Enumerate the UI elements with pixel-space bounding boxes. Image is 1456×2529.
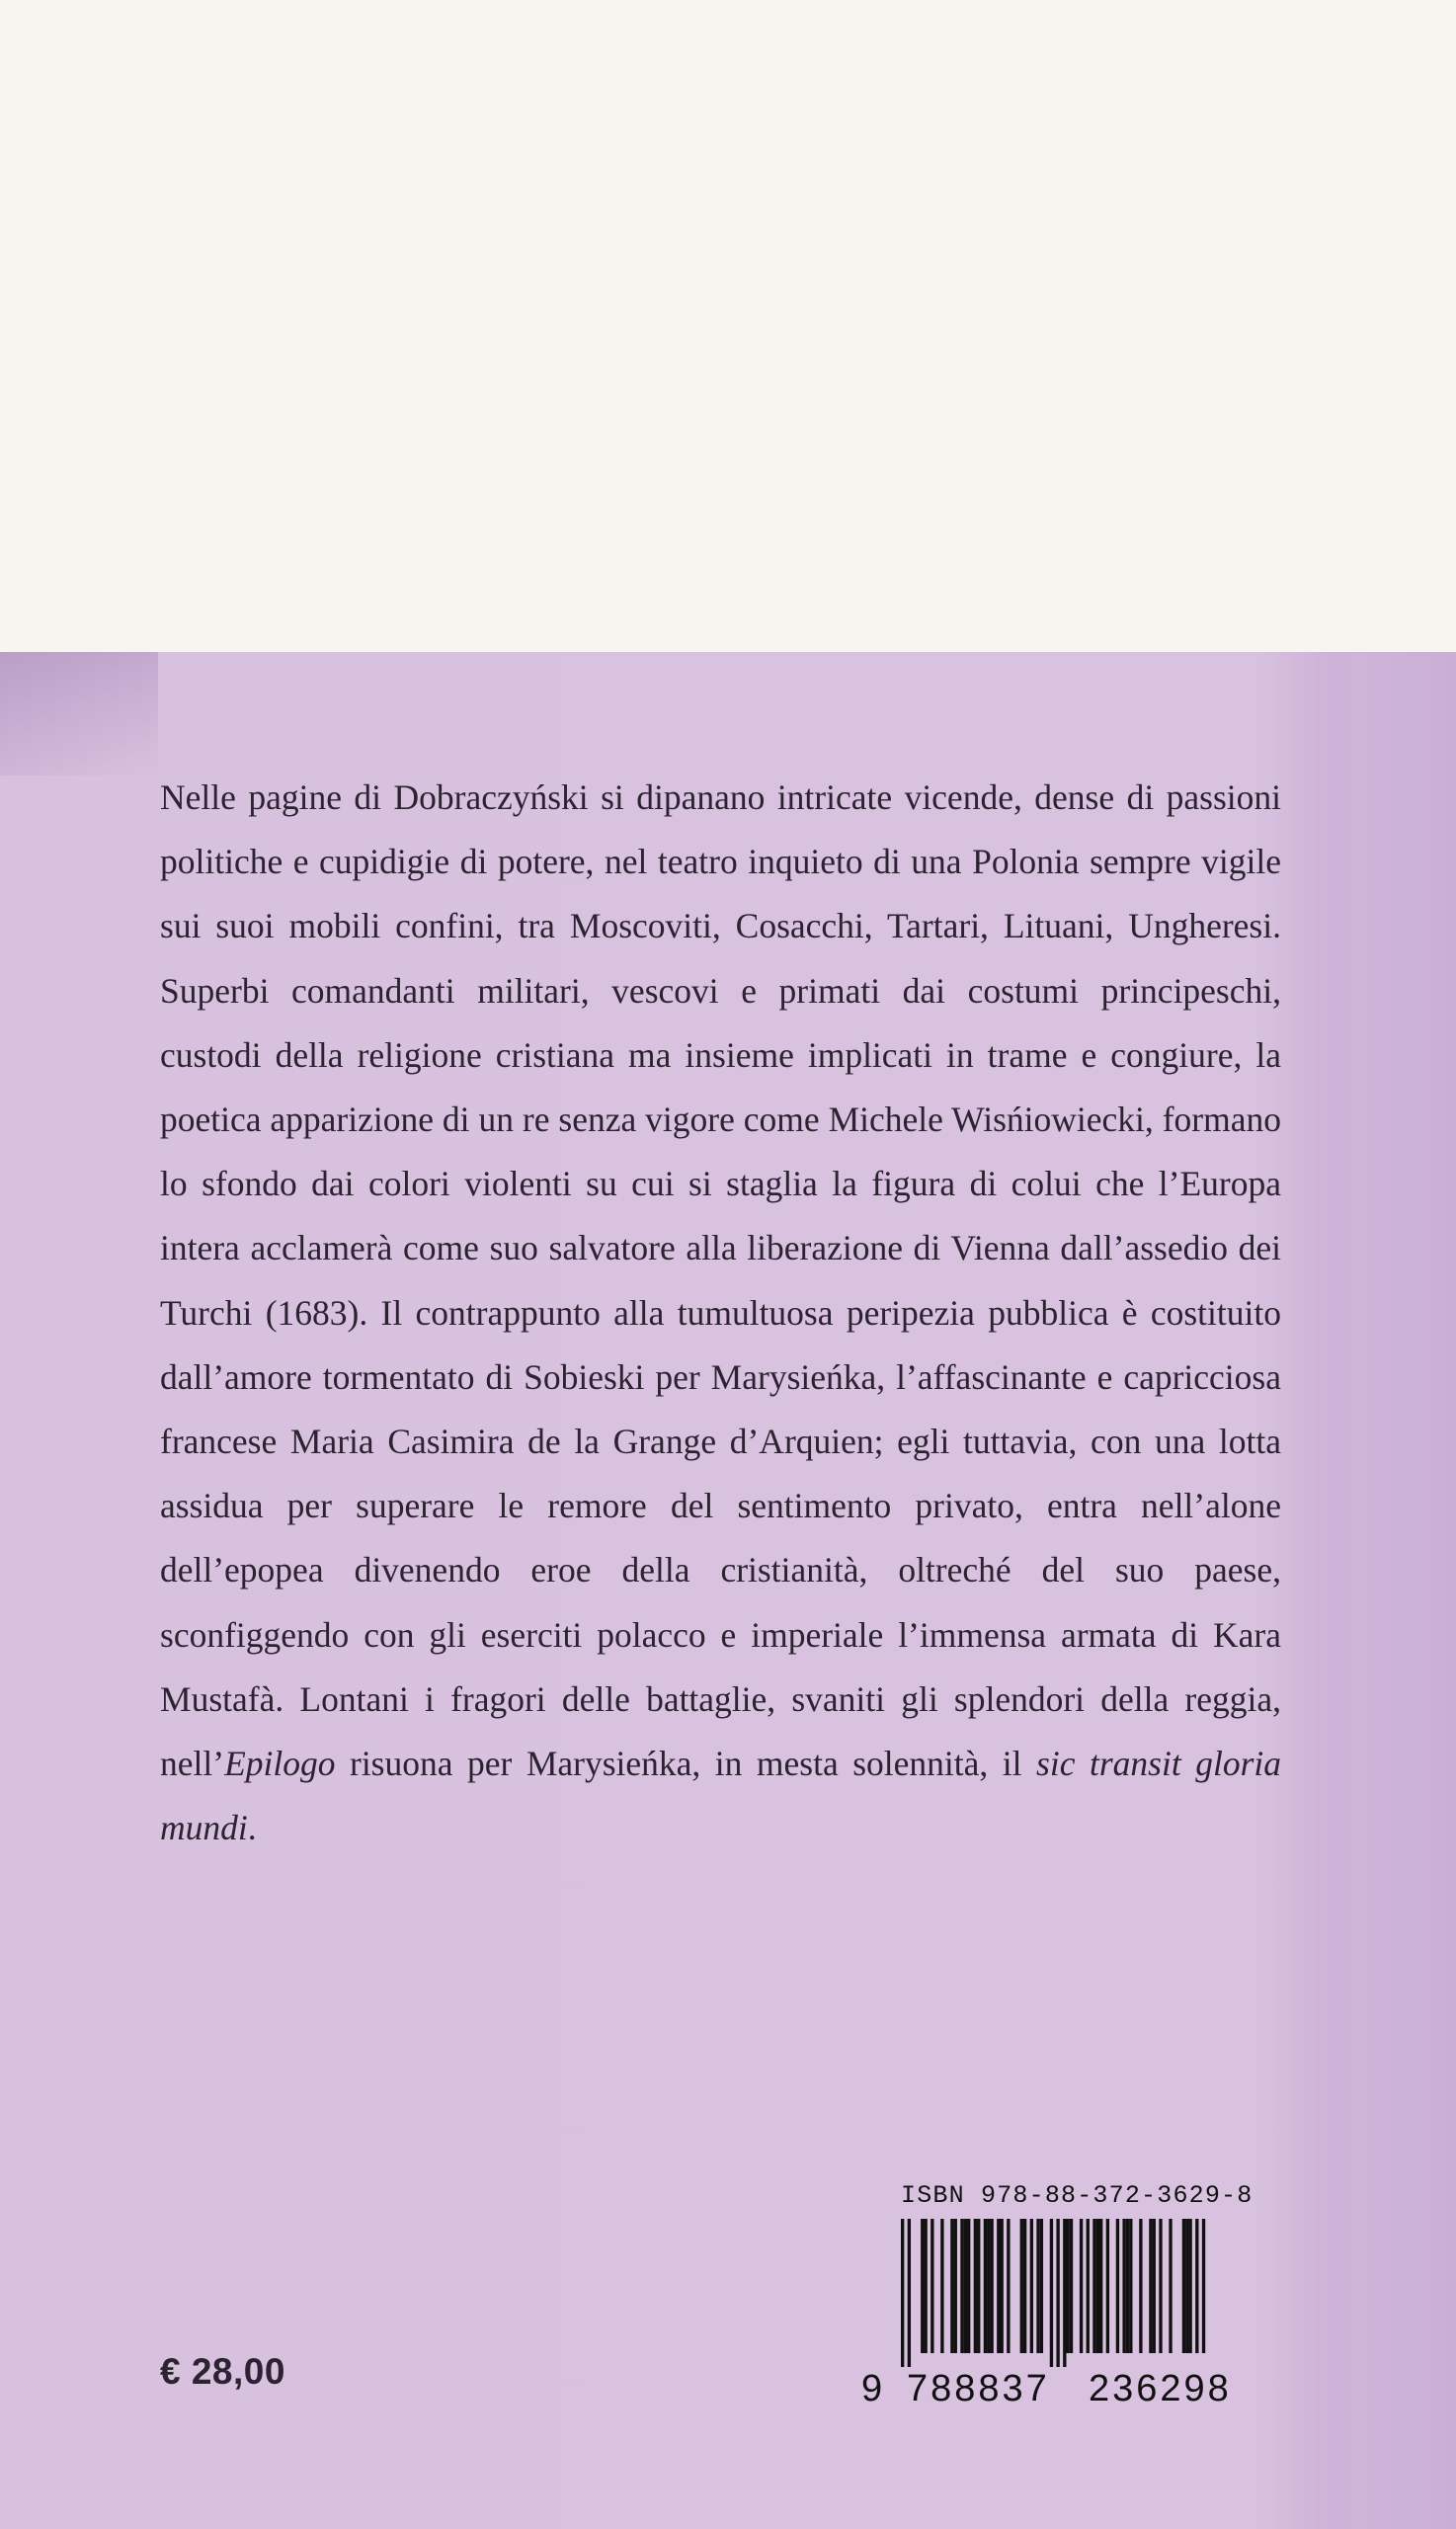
barcode-bar (1188, 2219, 1191, 2353)
barcode-guard-bar (1050, 2219, 1053, 2367)
price-label: € 28,00 (160, 2351, 285, 2392)
barcode-bar (1126, 2219, 1129, 2353)
barcode-bar (990, 2219, 993, 2353)
barcode-bar (921, 2219, 924, 2353)
barcode-bar (1185, 2219, 1188, 2353)
barcode-bar (1020, 2219, 1023, 2353)
blurb-paragraph (160, 766, 1281, 1860)
barcode-guard-bar (1063, 2219, 1066, 2367)
blurb-part-3: . (247, 1808, 257, 1848)
barcode-bar (1040, 2219, 1043, 2353)
barcode-guard-bar (908, 2219, 911, 2367)
barcode-bars (901, 2219, 1205, 2367)
barcode-bar (1182, 2219, 1185, 2353)
barcode-bar (1099, 2219, 1102, 2353)
barcode-left-digits: 788837 (907, 2368, 1050, 2407)
barcode-bar (1007, 2219, 1010, 2353)
blurb-part-2: risuona per Marysieńka, in mesta solennità, il (335, 1744, 1037, 1784)
barcode-bar (1036, 2219, 1039, 2353)
barcode-bar (1153, 2219, 1156, 2353)
barcode-bar (987, 2219, 990, 2353)
barcode-bar (940, 2219, 943, 2353)
barcode-guard-bar (901, 2219, 904, 2367)
barcode-bar (997, 2219, 1000, 2353)
blurb-text (160, 766, 1281, 1860)
spine-shade (1308, 652, 1456, 2529)
barcode-guard-bar (1056, 2219, 1059, 2367)
corner-shade (0, 652, 158, 775)
barcode-bar (924, 2219, 927, 2353)
barcode-bar (977, 2219, 980, 2353)
back-cover (0, 652, 1456, 2529)
barcode-bar (1092, 2219, 1095, 2353)
barcode-bar (954, 2219, 957, 2353)
barcode-bar (1122, 2219, 1125, 2353)
barcode-bar (960, 2219, 963, 2353)
barcode-bar (1001, 2219, 1004, 2353)
top-blank-panel (0, 0, 1456, 652)
barcode-bar (1116, 2219, 1119, 2353)
barcode-lead-digit: 9 (861, 2368, 883, 2407)
blurb-part-1: Nelle pagine di Dobraczyński si dipanano intricate vicende, dense di passioni politiche e cupidigie di potere, nel teatro inquieto di una Polonia sempre vigile sui suoi mobili confini, tra Moscoviti, Cosacchi, Tartari, Lituani, Ungheresi. Superbi comandanti militari, vescovi e primati dai costumi principeschi, custodi della religione cristiana ma insieme implicati in trame e congiure, la poetica apparizione di un re senza vigore come Michele Wisńiowiecki, formano lo sfondo dai colori violenti su cui si staglia la figura di colui che l’Europa intera acclamerà come suo salvatore alla liberazione di Vienna dall’assedio dei Turchi (1683). Il contrappunto alla tumultuosa peripezia pubblica è costituito dall’amore tormentato di Sobieski per Marysieńka, l’affascinante e capricciosa francese Maria Casimira de la Grange d’Arquien; egli tuttavia, con una lotta assidua per superare le remore del sentimento privato, entra nell’alone dell’epopea divenendo eroe della cristianità, oltreché del suo paese, sconfiggendo con gli eserciti polacco e imperiale l’immensa armata di Kara Mustafà. Lontani i fragori delle battaglie, svaniti gli splendori della reggia, nell’ (160, 777, 1281, 1784)
blurb-italic-epilogo: Epilogo (224, 1744, 336, 1784)
isbn-label: ISBN 978-88-372-3629-8 (901, 2181, 1254, 2210)
barcode-bar (974, 2219, 977, 2353)
barcode-right-digits: 236298 (1089, 2368, 1232, 2407)
blurb-italic-motto: sic transit gloria mundi (160, 1744, 1281, 1848)
barcode-bar (1149, 2219, 1152, 2353)
barcode-bar (1080, 2219, 1083, 2353)
barcode-bar (1129, 2219, 1132, 2353)
barcode-bar (1195, 2219, 1198, 2353)
barcode-bar (1159, 2219, 1162, 2353)
barcode-bar (1070, 2219, 1073, 2353)
barcode-bar (1169, 2219, 1172, 2353)
barcode-bar (930, 2219, 933, 2353)
barcode-bar (1023, 2219, 1026, 2353)
barcode-bar (984, 2219, 987, 2353)
barcode-block (857, 2181, 1292, 2407)
barcode-bar (1067, 2219, 1070, 2353)
barcode-bar (1139, 2219, 1142, 2353)
barcode-bar (964, 2219, 967, 2353)
barcode-bar (1106, 2219, 1109, 2353)
barcode-bar (967, 2219, 970, 2353)
barcode-bar (1096, 2219, 1099, 2353)
barcode-bar (1030, 2219, 1033, 2353)
barcode-bar (1202, 2219, 1205, 2353)
barcode-bar (950, 2219, 953, 2353)
barcode-icon (857, 2181, 1292, 2407)
barcode-bar (1087, 2219, 1090, 2353)
